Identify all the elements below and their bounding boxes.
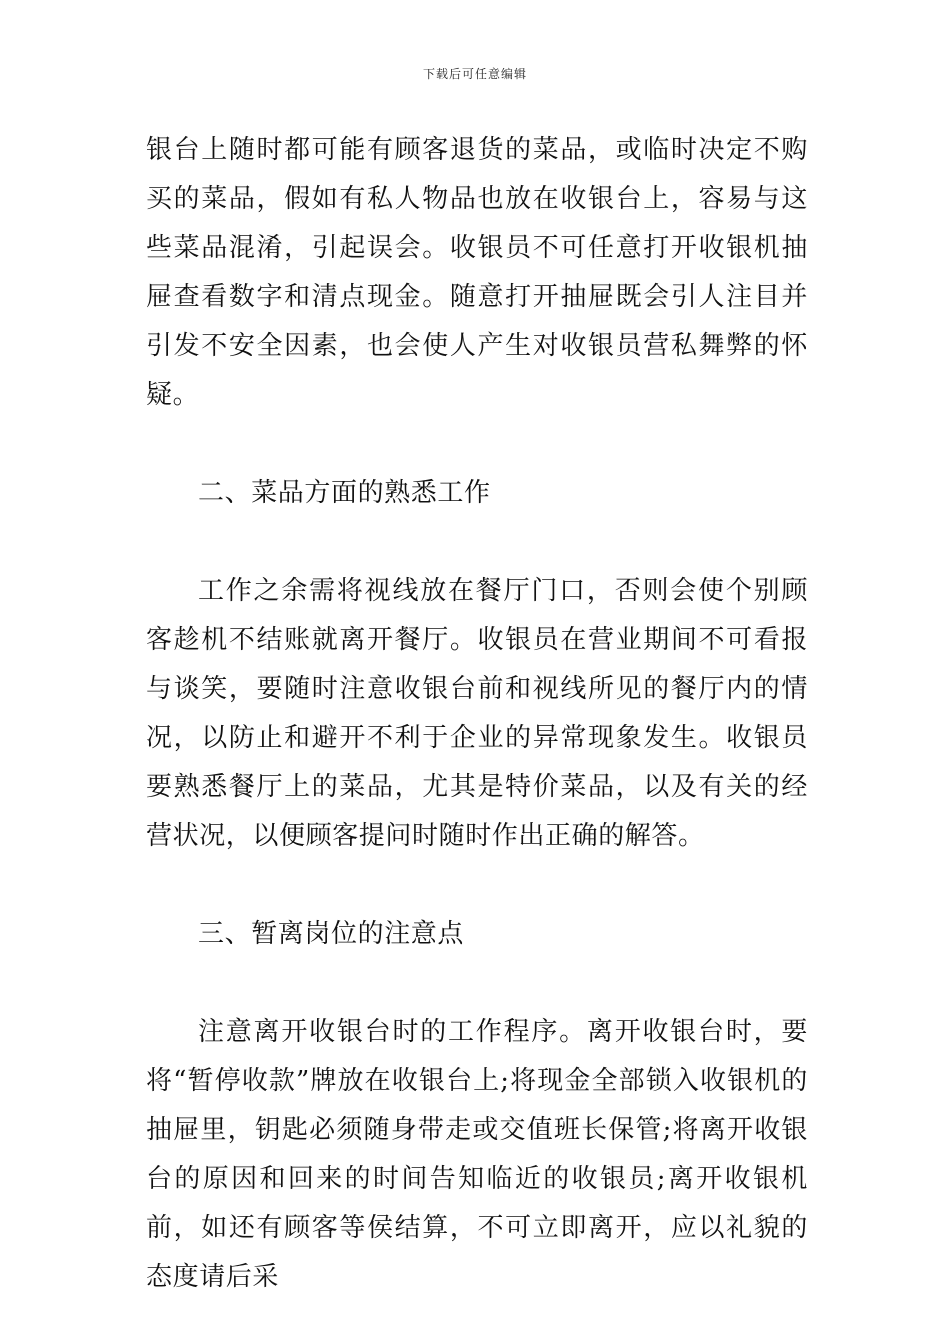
page-header: 下载后可任意编辑 (422, 67, 527, 81)
paragraph-continuation: 银台上随时都可能有顾客退货的菜品，或临时决定不购买的菜品，假如有私人物品也放在收银台上，容易与这些菜品混淆，引起误会。收银员不可任意打开收银机抽屉查看数字和清点现金。随意打开抽屉既会引人注目并引发不安全因素，也会使人产生对收银员营私舞弊的怀疑。 (146, 135, 808, 410)
section-heading-2: 二、菜品方面的熟悉工作 (198, 478, 491, 508)
document-body (146, 126, 808, 1302)
paragraph-section-3: 注意离开收银台时的工作程序。离开收银台时，要将“暂停收款”牌放在收银台上;将现金全部锁入收银机的抽屉里，钥匙必须随身带走或交值班长保管;将离开收银台的原因和回来的时间告知临近的收银员;离开收银机前，如还有顾客等侯结算，不可立即离开，应以礼貌的态度请后采 (146, 1017, 808, 1292)
section-heading-3: 三、暂离岗位的注意点 (198, 919, 465, 949)
paragraph-section-2: 工作之余需将视线放在餐厅门口，否则会使个别顾客趁机不结账就离开餐厅。收银员在营业期间不可看报与谈笑，要随时注意收银台前和视线所见的餐厅内的情况，以防止和避开不利于企业的异常现象发生。收银员要熟悉餐厅上的菜品，尤其是特价菜品，以及有关的经营状况，以便顾客提问时随时作出正确的解答。 (146, 576, 808, 851)
